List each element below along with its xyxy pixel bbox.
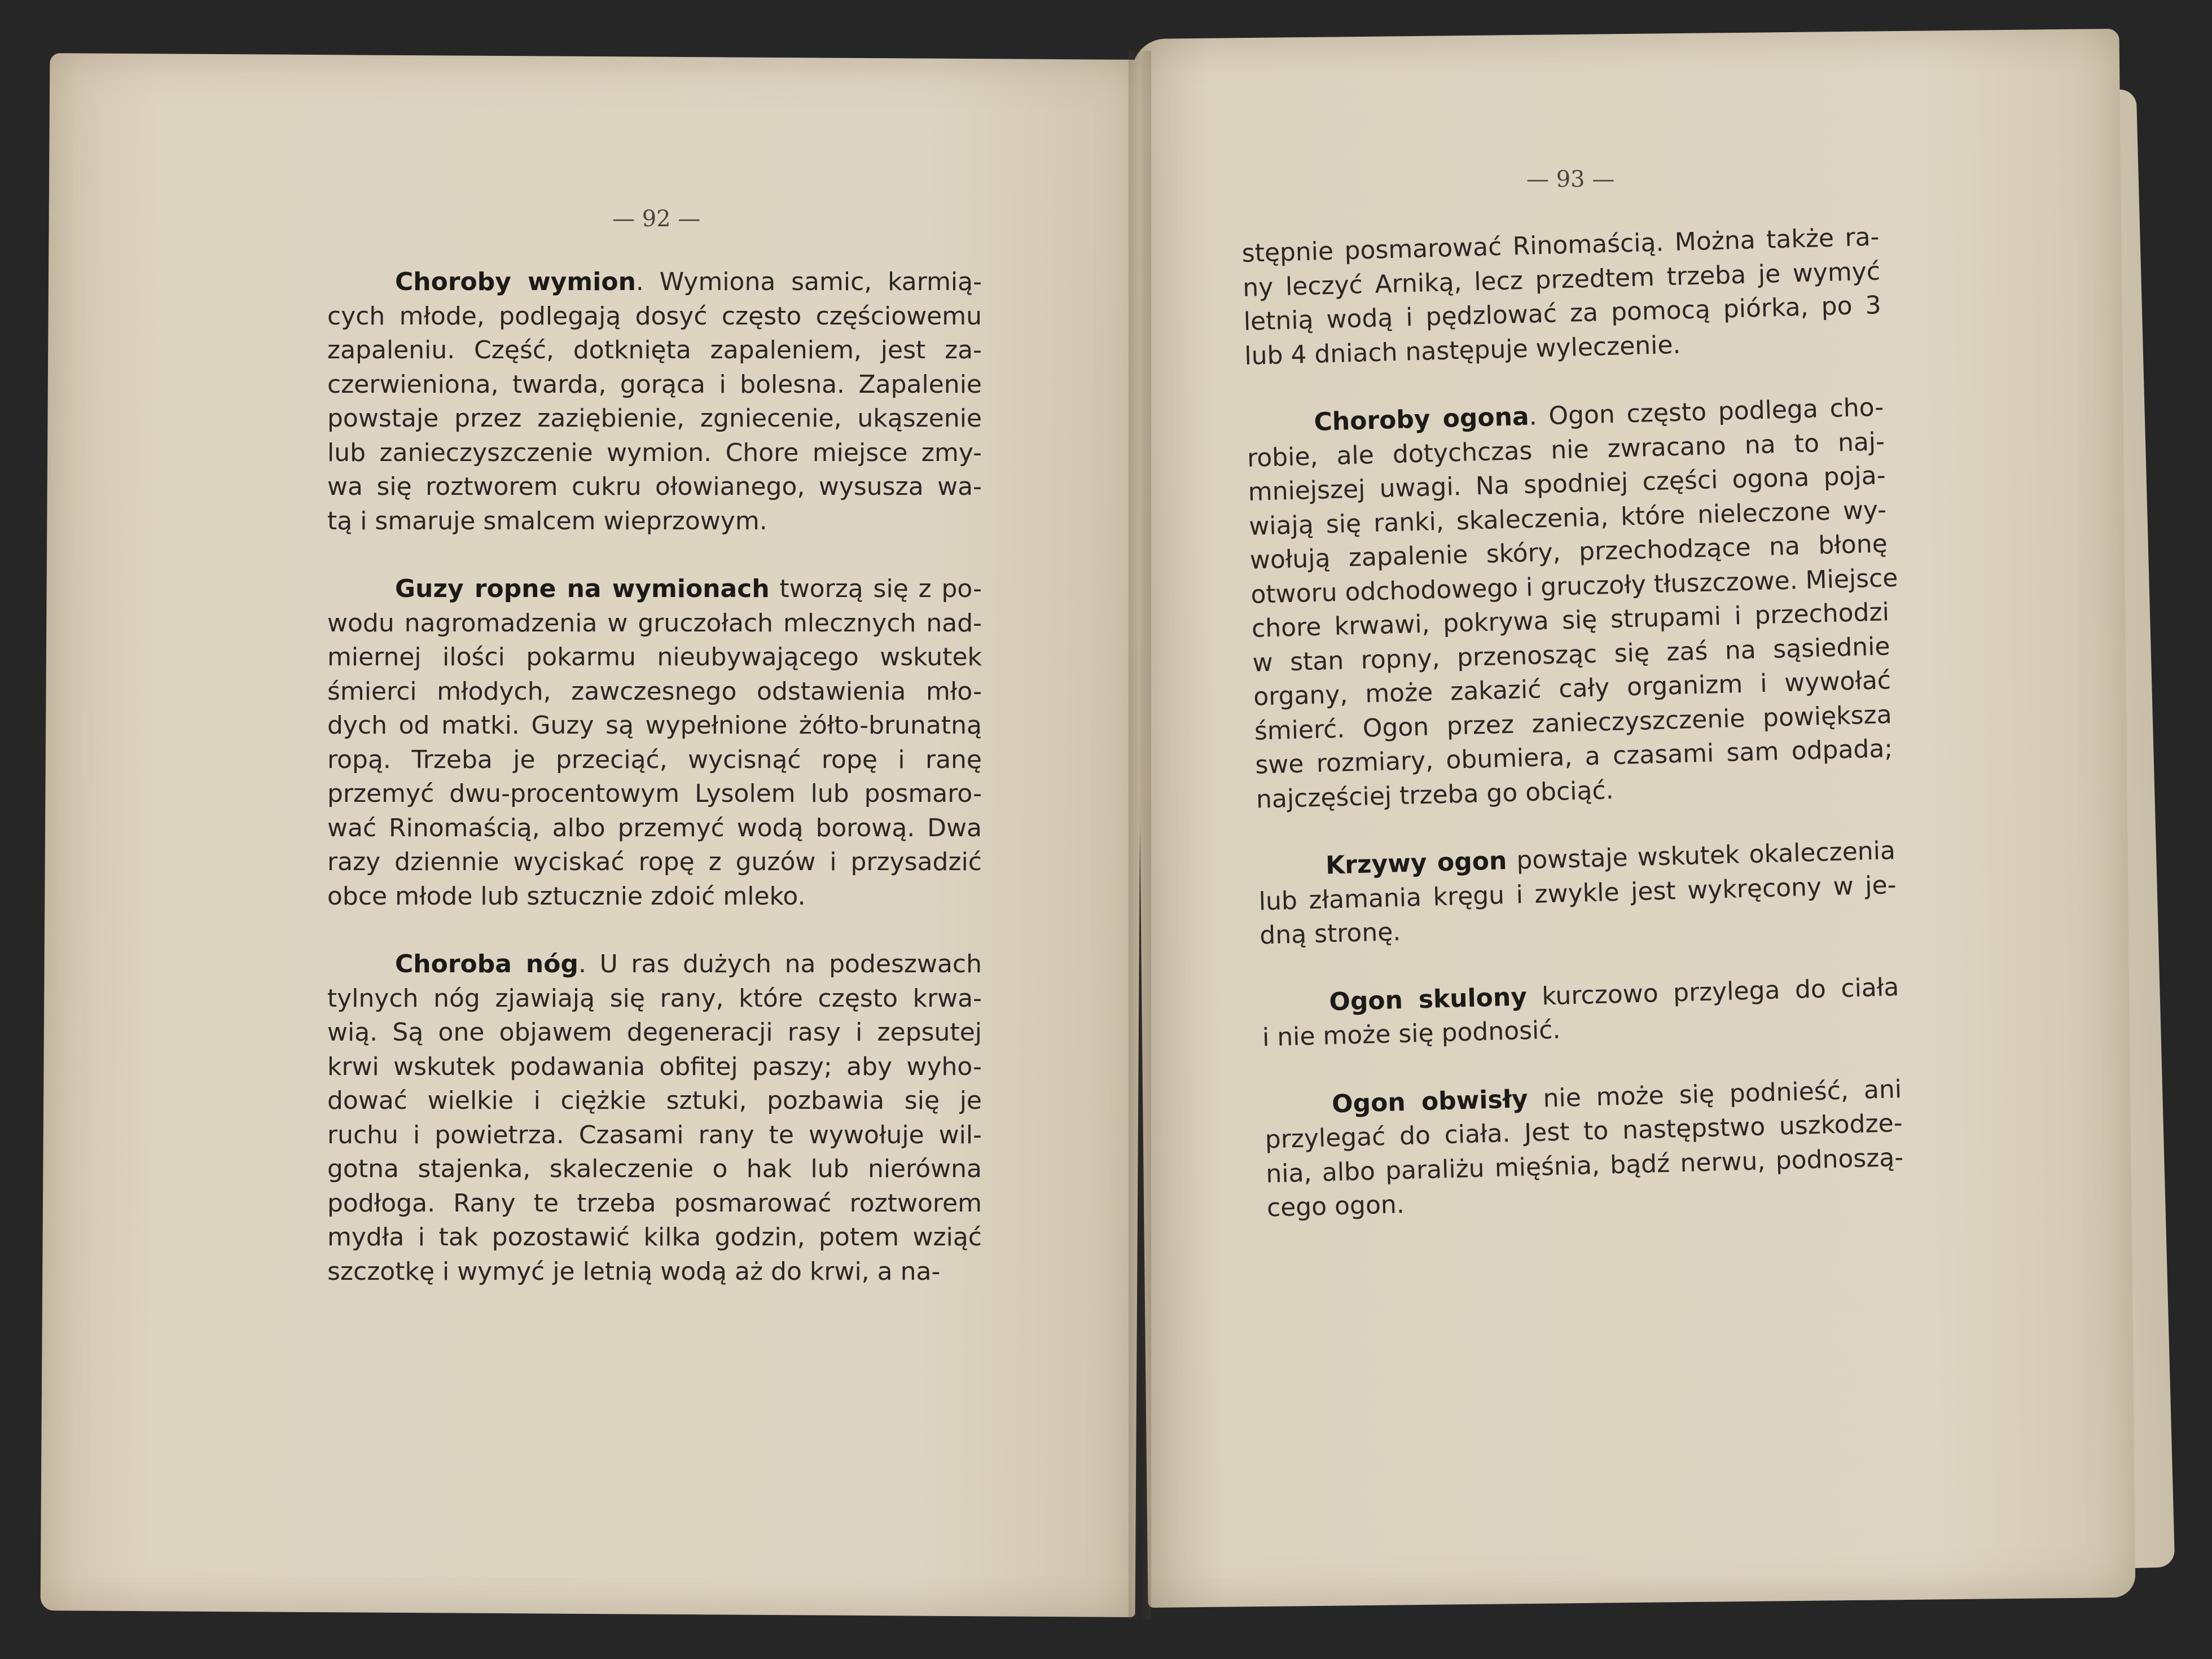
line-text: powstaje wskutek okaleczenia bbox=[1506, 836, 1896, 876]
line-text: zapaleniu. Część, dotknięta zapaleniem, jest za- bbox=[327, 336, 982, 365]
line-text: razy dziennie wyciskać ropę z guzów i przysadzić bbox=[327, 848, 982, 876]
page-number-left: — 92 — bbox=[612, 206, 701, 232]
text-line bbox=[327, 1050, 982, 1085]
line-text: czerwieniona, twarda, gorąca i bolesna. Zapalenie bbox=[327, 370, 982, 399]
paragraph bbox=[327, 572, 982, 914]
line-text: tą i smaruje smalcem wieprzowym. bbox=[327, 506, 767, 536]
right-page-text bbox=[1241, 220, 1906, 1259]
line-text: organy, może zakazić cały organizm i wywołać bbox=[1253, 666, 1891, 712]
line-text: wodu nagromadzenia w gruczołach mlecznych nad- bbox=[327, 608, 982, 638]
line-text: śmierci młodych, zawczesnego odstawienia mło- bbox=[327, 677, 982, 706]
line-text: ropą. Trzeba je przeciąć, wycisnąć ropę i ranę bbox=[327, 745, 982, 774]
line-text: przylegać do ciała. Jest to następstwo uszkodze- bbox=[1265, 1108, 1903, 1155]
line-text: gotna stajenka, skaleczenie o hak lub nierówna bbox=[327, 1155, 982, 1183]
line-text: wią. Są one objawem degeneracji rasy i zepsutej bbox=[327, 1018, 982, 1047]
paragraph bbox=[1246, 390, 1898, 817]
paragraph bbox=[1257, 834, 1897, 953]
text-line bbox=[327, 1187, 982, 1221]
paragraph-heading: Choroby ogona bbox=[1313, 402, 1530, 437]
text-line bbox=[327, 743, 982, 778]
text-line bbox=[327, 402, 982, 436]
text-line bbox=[327, 265, 982, 300]
line-text: i nie może się podnosić. bbox=[1262, 1015, 1561, 1052]
paragraph-heading: Krzywy ogon bbox=[1325, 846, 1507, 880]
line-text: mydła i tak pozostawić kilka godzin, potem wziąć bbox=[327, 1223, 982, 1252]
line-text: lub złamania kręgu i zwykle jest wykręcony w je- bbox=[1258, 870, 1897, 916]
paragraph bbox=[327, 265, 982, 538]
line-text: dną stronę. bbox=[1259, 918, 1401, 950]
line-text: ruchu i powietrza. Czasami rany te wywołuje wil- bbox=[327, 1120, 982, 1149]
line-text: mniejszej uwagi. Na spodniej części ogona poja- bbox=[1248, 461, 1886, 507]
text-line bbox=[327, 300, 982, 334]
text-line bbox=[327, 1221, 982, 1255]
text-line bbox=[327, 504, 982, 539]
line-text: przemyć dwu-procentowym Lysolem lub posmaro- bbox=[327, 779, 982, 808]
line-text: wiają się ranki, skaleczenia, które nieleczone wy- bbox=[1248, 495, 1887, 541]
line-text: . U ras dużych na podeszwach bbox=[578, 950, 982, 978]
text-line bbox=[327, 333, 982, 368]
text-line bbox=[327, 607, 982, 641]
line-text: stępnie posmarować Rinomaścią. Można także ra- bbox=[1241, 222, 1880, 268]
line-text: nie może się podnieść, ani bbox=[1527, 1074, 1902, 1113]
text-line bbox=[327, 572, 982, 607]
paragraph bbox=[1261, 970, 1901, 1055]
line-text: robie, ale dotychczas nie zwracano na to naj- bbox=[1247, 427, 1885, 473]
line-text: śmierć. Ogon przez zanieczyszczenie powiększa bbox=[1254, 700, 1893, 746]
paragraph-heading: Choroba nóg bbox=[395, 950, 578, 978]
text-line bbox=[327, 640, 982, 675]
line-text: w stan ropny, przenosząc się zaś na sąsiednie bbox=[1252, 631, 1891, 678]
line-text: wa się roztworem cukru ołowianego, wysusza wa- bbox=[327, 472, 982, 501]
paragraph-heading: Guzy ropne na wymionach bbox=[395, 574, 770, 603]
line-text: szczotkę i wymyć je letnią wodą aż do krwi, a na- bbox=[327, 1257, 941, 1286]
paragraph bbox=[1241, 220, 1882, 373]
text-line bbox=[327, 675, 982, 709]
line-text: obce młode lub sztucznie zdoić mleko. bbox=[327, 881, 806, 911]
line-text: wać Rinomaścią, albo przemyć wodą borową. Dwa bbox=[327, 813, 982, 842]
line-text: tworzą się z po- bbox=[769, 574, 982, 603]
line-text: . Wymiona samic, karmią- bbox=[635, 267, 982, 296]
book-gutter bbox=[1129, 51, 1151, 1620]
text-line bbox=[327, 470, 982, 504]
line-text: miernej ilości pokarmu nieubywającego wskutek bbox=[327, 643, 982, 672]
line-text: . Ogon często podlega cho- bbox=[1528, 393, 1884, 431]
line-text: chore krwawi, pokrywa się strupami i przechodzi bbox=[1251, 598, 1890, 643]
line-text: swe rozmiary, obumiera, a czasami sam odpada; bbox=[1254, 734, 1893, 780]
text-line bbox=[327, 1118, 982, 1153]
text-line bbox=[327, 777, 982, 811]
text-line bbox=[327, 436, 982, 471]
paragraph bbox=[327, 947, 982, 1289]
line-text: cego ogon. bbox=[1266, 1190, 1405, 1223]
text-line bbox=[327, 1152, 982, 1187]
line-text: wołują zapalenie skóry, przechodzące na błonę bbox=[1249, 529, 1888, 575]
text-line bbox=[327, 982, 982, 1016]
line-text: krwi wskutek podawania obfitej paszy; aby wyho- bbox=[327, 1052, 982, 1081]
line-text: najczęściej trzeba go obciąć. bbox=[1256, 775, 1614, 814]
line-text: lub zanieczyszczenie wymion. Chore miejsce zmy- bbox=[327, 438, 982, 467]
line-text: podłoga. Rany te trzeba posmarować roztworem bbox=[327, 1188, 982, 1218]
line-text: ny leczyć Arniką, lecz przedtem trzeba je wymyć bbox=[1242, 256, 1881, 302]
text-line bbox=[327, 368, 982, 402]
paragraph bbox=[1264, 1072, 1905, 1225]
text-line bbox=[327, 709, 982, 743]
text-line bbox=[327, 880, 982, 914]
line-text: tylnych nóg zjawiają się rany, które często krwa- bbox=[327, 984, 982, 1013]
line-text: cych młode, podlegają dosyć często częściowemu bbox=[327, 301, 982, 331]
line-text: powstaje przez zaziębienie, zgniecenie, ukąszenie bbox=[327, 404, 982, 433]
text-line bbox=[327, 811, 982, 846]
text-line bbox=[327, 1016, 982, 1050]
line-text: kurczowo przylega do ciała bbox=[1526, 972, 1899, 1011]
line-text: dować wielkie i ciężkie sztuki, pozbawia się je bbox=[327, 1086, 982, 1115]
text-line bbox=[327, 845, 982, 880]
text-line bbox=[327, 1255, 982, 1289]
paragraph-heading: Choroby wymion bbox=[395, 267, 636, 296]
text-line bbox=[327, 947, 982, 982]
line-text: letnią wodą i pędzlować za pomocą piórka, po 3 bbox=[1243, 291, 1882, 336]
page-number-right: — 93 — bbox=[1526, 166, 1615, 192]
line-text: dych od matki. Guzy są wypełnione żółto-brunatną bbox=[327, 711, 982, 740]
text-line bbox=[327, 1084, 982, 1118]
paragraph-heading: Ogon obwisły bbox=[1331, 1084, 1529, 1118]
line-text: otworu odchodowego i gruczoły tłuszczowe. Miejsce bbox=[1250, 563, 1898, 609]
paragraph-heading: Ogon skulony bbox=[1328, 982, 1528, 1016]
line-text: nia, albo paraliżu mięśnia, bądź nerwu, podnoszą- bbox=[1265, 1143, 1904, 1188]
line-text: lub 4 dniach następuje wyleczenie. bbox=[1244, 330, 1682, 371]
left-page-text bbox=[327, 265, 982, 1323]
